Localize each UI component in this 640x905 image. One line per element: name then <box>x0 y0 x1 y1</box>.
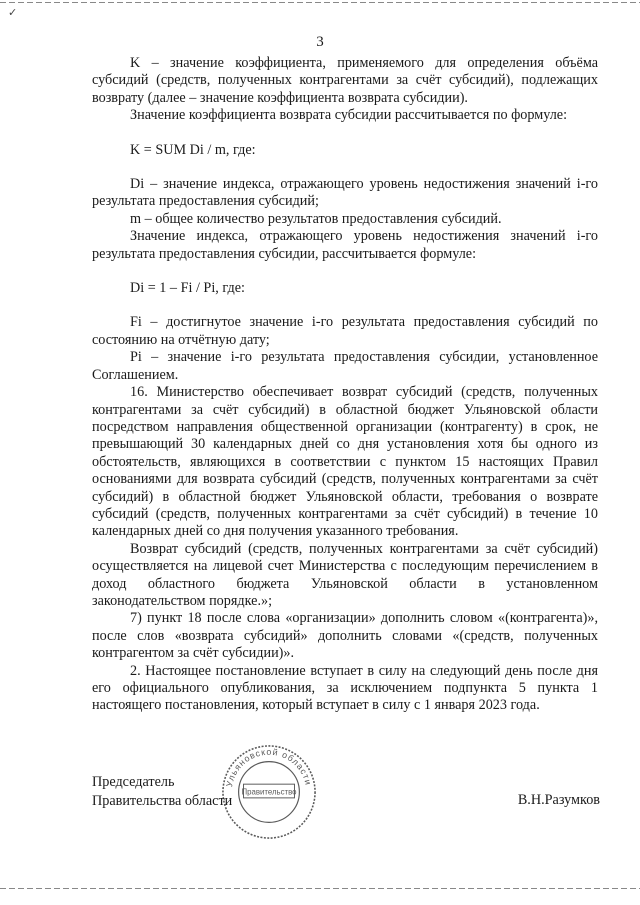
paragraph: Di – значение индекса, отражающего уровень недостижения значений i-го результата предоставления субсидий; <box>92 176 598 210</box>
paragraph: 2. Настоящее постановление вступает в силу на следующий день после дня его официального опубликования, за исключением подпункта 5 пункта 1 настоящего постановления, который вступает в силу с 1 января 2023 года. <box>92 662 598 714</box>
paragraph: 16. Министерство обеспечивает возврат субсидий (средств, полученных контрагентами за счёт субсидий) в областной бюджет Ульяновской области посредством направления общественной организации (контрагенту) в срок, не превышающий 30 календарных дней со дня установления хотя бы одного из обстоятельств, являющихся в соответствии с пунктом 15 настоящих Правил основаниями для возврата субсидий (средств, полученных контрагентами за счёт субсидий) в областной бюджет Ульяновской области, требования о возврате субсидий (средств, полученных контрагентами за счёт субсидий) в течение 10 календарных дней со дня получения указанного требования. <box>92 384 598 540</box>
paragraph: Fi – достигнутое значение i-го результата предоставления субсидий по состоянию на отчётную дату; <box>92 314 598 348</box>
signatory-name: В.Н.Разумков <box>517 792 600 808</box>
paragraph: 7) пункт 18 после слова «организации» дополнить словом «(контрагента)», после слов «возврата субсидий» дополнить словами «(средств, полученных контрагентом за счёт субсидии)». <box>92 610 598 662</box>
formula: K = SUM Di / m, где: <box>130 141 256 158</box>
paragraph: m – общее количество результатов предоставления субсидий. <box>130 210 502 227</box>
official-seal <box>220 743 318 841</box>
seal-ring-text: Ульяновской области <box>224 746 314 788</box>
scan-edge-bottom <box>0 888 640 889</box>
corner-mark: ✓ <box>8 7 18 19</box>
page-number: 3 <box>316 34 324 50</box>
seal-center-text: Правительство <box>241 787 297 797</box>
formula: Di = 1 – Fi / Pi, где: <box>130 280 245 297</box>
paragraph: Значение индекса, отражающего уровень недостижения значений i-го результата предоставления субсидии, рассчитывается формуле: <box>92 228 598 262</box>
paragraph: Значение коэффициента возврата субсидии рассчитывается по формуле: <box>130 107 568 124</box>
paragraph: K – значение коэффициента, применяемого для определения объёма субсидий (средств, полученных контрагентами за счёт субсидий), подлежащих возврату (далее – значение коэффициента возврата субсидии). <box>92 55 598 106</box>
signature-title <box>92 773 232 811</box>
scan-edge-top <box>0 2 640 3</box>
document-body <box>92 55 598 715</box>
paragraph: Pi – значение i-го результата предоставления субсидии, установленное Соглашением. <box>92 349 598 383</box>
svg-text:Ульяновской области <box>224 747 314 788</box>
signature-title-line: Председатель <box>92 774 175 790</box>
paragraph: Возврат субсидий (средств, полученных контрагентами за счёт субсидий) осуществляется на лицевой счет Министерства с последующим перечислением в доход областного бюджета Ульяновской области в установленном законодательством порядке.»; <box>92 540 598 609</box>
signature-title-line: Правительства области <box>92 793 233 809</box>
